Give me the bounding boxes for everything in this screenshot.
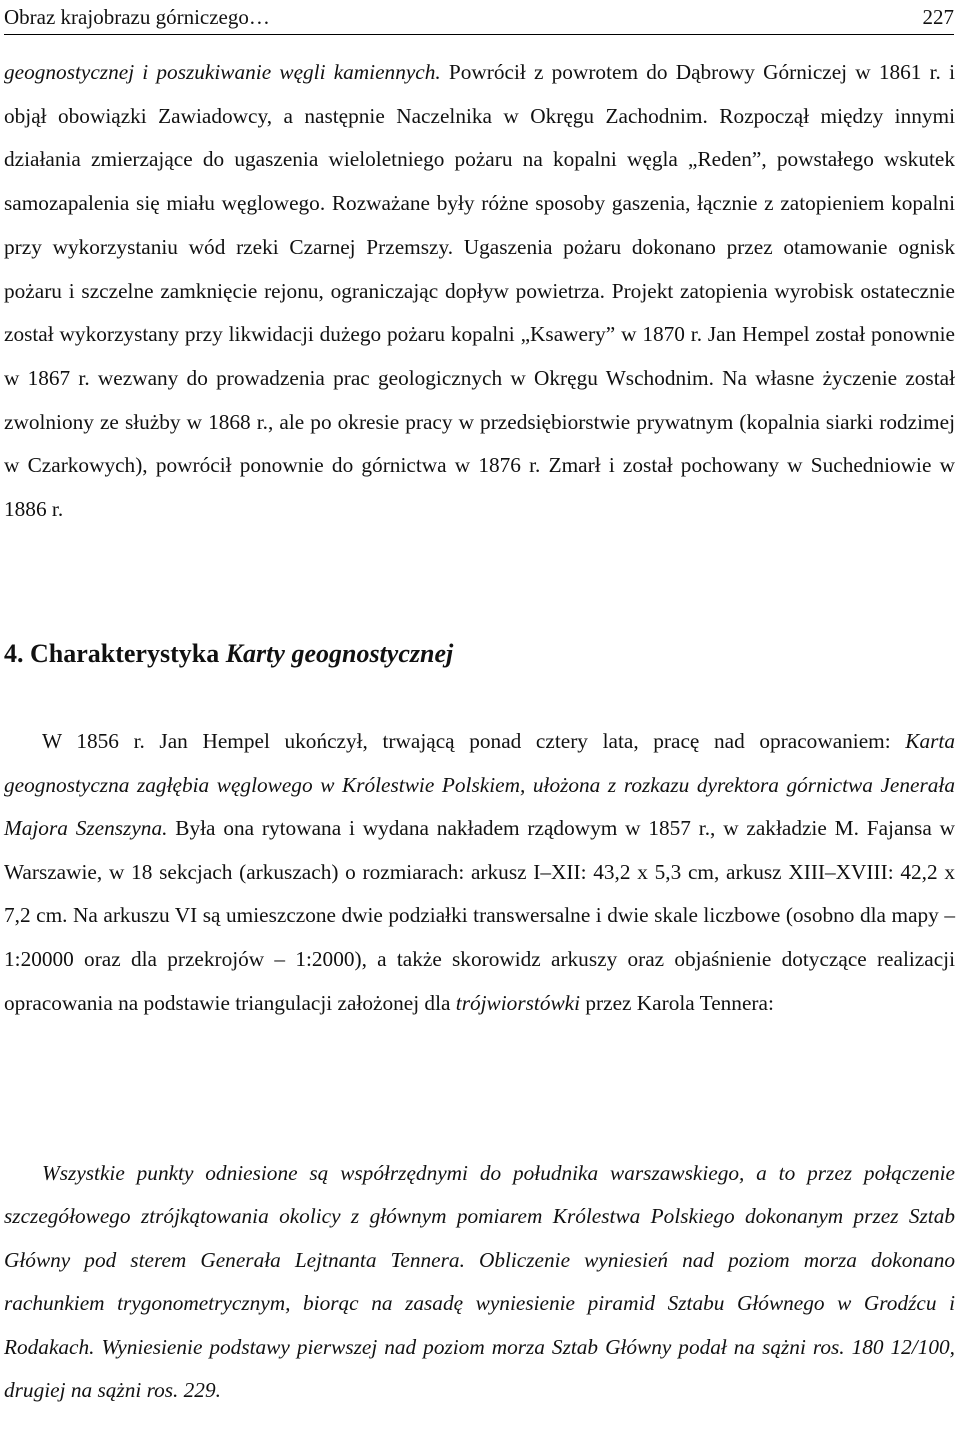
paragraph-map-text-3: przez Karola Tennera: (580, 990, 774, 1015)
paragraph-map-text-2: Była ona rytowana i wydana nakładem rządowym w 1857 r., w zakładzie M. Fajansa w Warszawie, w 18 sekcjach (arkuszach) o rozmiarach: arkusz I–XII: 43,2 x 5,3 cm, arkusz XIII–XVIII: 42,2 x 7,2 cm. Na arkuszu VI są umieszczone dwie podziałki transwersalne i dwie skale liczbowe (osobno dla mapy – 1:20000 oraz dla przekrojów – 1:2000), a także skorowidz arkuszy oraz objaśnienie dotyczące realizacji opracowania na podstawie triangulacji założonej dla (4, 816, 956, 1015)
paragraph-biography-italic: geognostycznej i poszukiwanie węgli kamiennych. (4, 60, 441, 84)
running-header (4, 0, 954, 35)
paragraph-biography (4, 51, 955, 532)
paragraph-map-description (4, 720, 955, 1025)
section-heading-italic: Karty geognostycznej (225, 639, 454, 668)
page-number: 227 (922, 5, 954, 29)
paragraph-map-title-italic: Karta geognostyczna zagłębia węglowego w Królestwie Polskiem, ułożona z rozkazu dyrektora górnictwa Jenerała Majora Szenszyna. (4, 729, 955, 841)
paragraph-map-term-italic: trójwiorstówki (455, 990, 581, 1015)
block-quote: Wszystkie punkty odniesione są współrzędnymi do południka warszawskiego, a to przez połączenie szczegółowego ztrójkątowania okolicy z głównym pomiarem Królestwa Polskiego dokonanym przez Sztab Główny pod sterem Generała Lejtnanta Tennera. Obliczenie wyniesień nad poziom morza dokonano rachunkiem trygonometrycznym, biorąc na zasadę wyniesienie piramid Sztabu Głównego w Grodźcu i Rodakach. Wyniesienie podstawy pierwszej nad poziom morza Sztab Główny podał na sążni ros. 180 12/100, drugiej na sążni ros. 229. (4, 1161, 955, 1403)
section-heading-prefix: 4. Charakterystyka (4, 639, 226, 668)
section-heading (4, 632, 453, 676)
header-title: Obraz krajobrazu górniczego… (4, 5, 270, 29)
paragraph-biography-text: Powrócił z powrotem do Dąbrowy Górniczej w 1861 r. i objął obowiązki Zawiadowcy, a następnie Naczelnika w Okręgu Zachodnim. Rozpoczął między innymi działania zmierzające do ugaszenia wieloletniego pożaru na kopalni węgla „Reden”, powstałego wskutek samozapalenia się miału węglowego. Rozważane były różne sposoby gaszenia, łącznie z zatopieniem kopalni przy wykorzystaniu wód rzeki Czarnej Przemszy. Ugaszenia pożaru dokonano przez otamowanie ognisk pożaru i szczelne zamknięcie rejonu, ograniczając dopływ powietrza. Projekt zatopienia wyrobisk ostatecznie został wykorzystany przy likwidacji dużego pożaru kopalni „Ksawery” w 1870 r. Jan Hempel został ponownie w 1867 r. wezwany do prowadzenia prac geologicznych w Okręgu Wschodnim. Na własne życzenie został zwolniony ze służby w 1868 r., ale po okresie pracy w przedsiębiorstwie prywatnym (kopalnia siarki rodzimej w Czarkowych), powrócił ponownie do górnictwa w 1876 r. Zmarł i został pochowany w Suchedniowie w 1886 r. (4, 60, 955, 522)
paragraph-map-text-1: W 1856 r. Jan Hempel ukończył, trwającą ponad cztery lata, pracę nad opracowaniem: (42, 729, 906, 753)
